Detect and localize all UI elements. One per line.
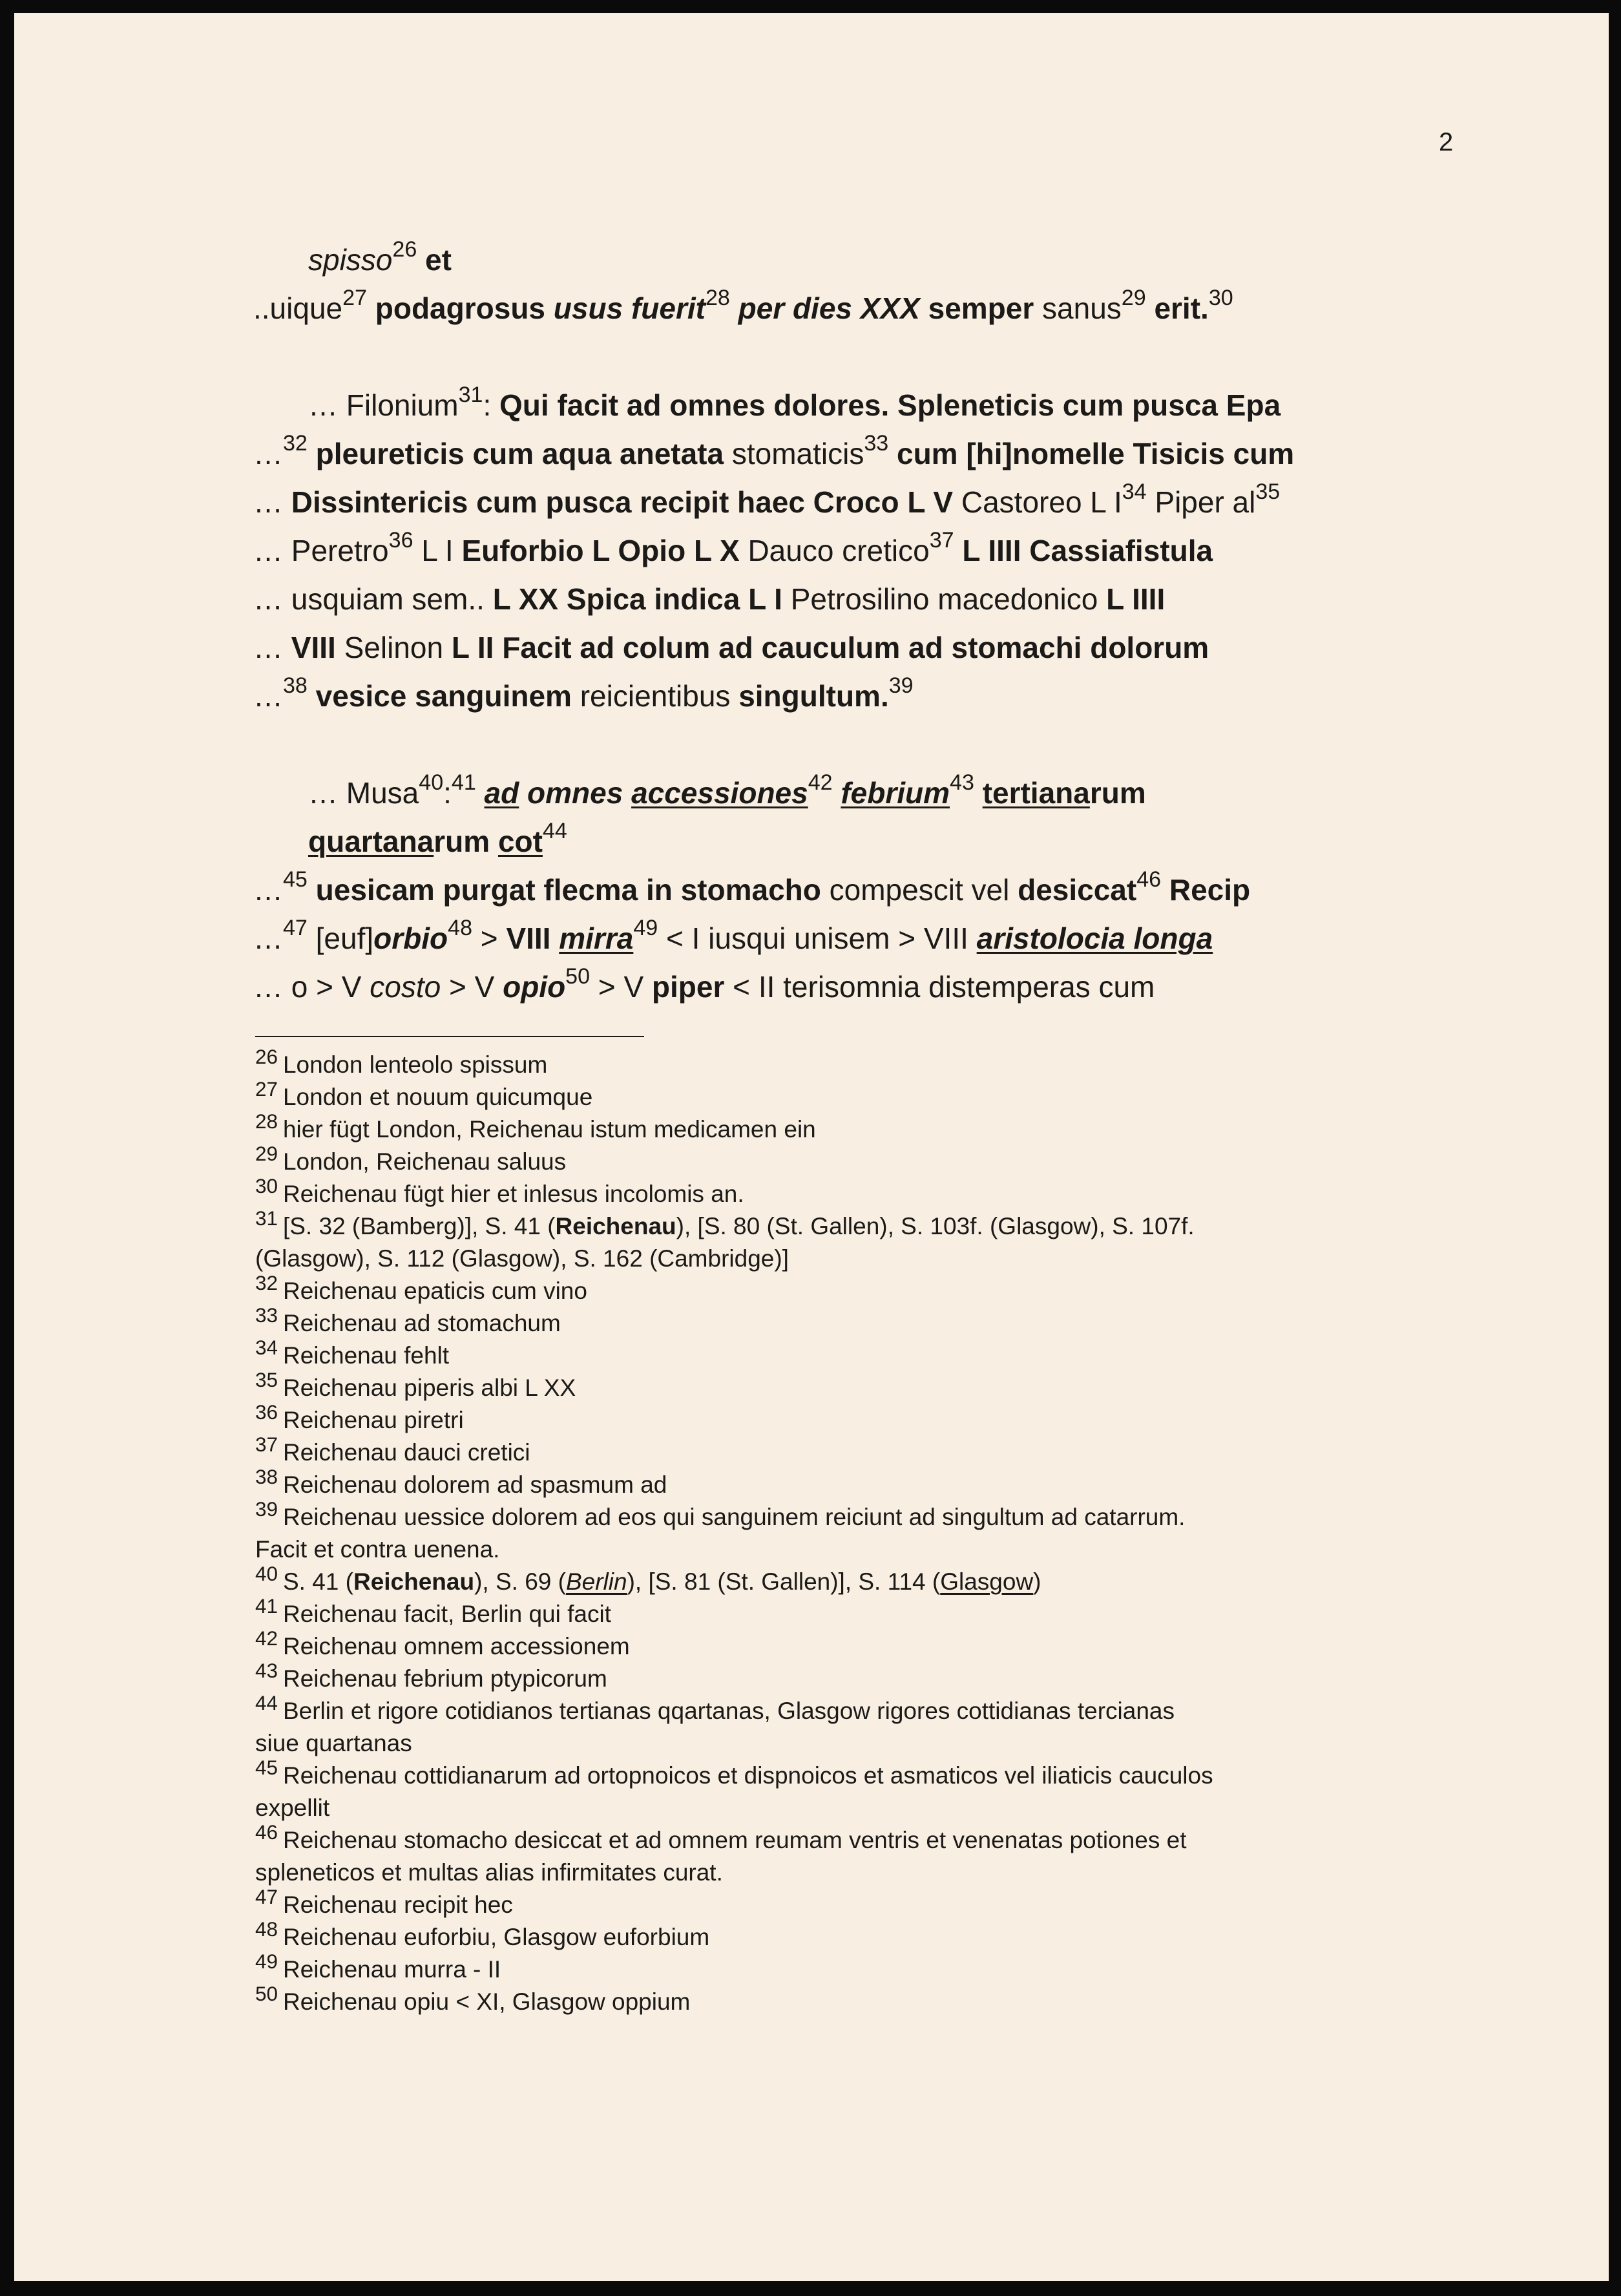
- footnote-number: 48: [255, 1917, 278, 1941]
- text-run: Reichenau: [555, 1213, 676, 1239]
- text-run: expellit: [255, 1795, 330, 1821]
- text-run: >: [472, 922, 507, 955]
- text-run: … usquiam sem..: [253, 582, 493, 616]
- footnote-number: 49: [255, 1950, 278, 1973]
- text-run: L I: [413, 534, 462, 567]
- text-run: L II Facit ad colum ad cauculum ad stomachi dolorum: [451, 631, 1209, 664]
- footnote-ref: 30: [1208, 285, 1233, 310]
- text-run: [974, 776, 983, 810]
- footnote-number: 50: [255, 1982, 278, 2005]
- footnote-number: 33: [255, 1303, 278, 1327]
- footnote-number: 35: [255, 1368, 278, 1391]
- footnote-number: 36: [255, 1400, 278, 1424]
- text-run: cot: [497, 825, 543, 858]
- footnote-ref: 44: [542, 818, 567, 843]
- text-run: rum: [1089, 776, 1146, 810]
- text-run: Castoreo L I: [953, 485, 1122, 519]
- text-run: … o > V: [253, 970, 370, 1004]
- footnote: [255, 1594, 1418, 1630]
- text-run: Reichenau dolorem ad spasmum ad: [282, 1471, 667, 1498]
- text-run: Dissintericis cum pusca recipit haec Croco L V: [291, 485, 954, 519]
- text-run: Reichenau: [353, 1568, 475, 1595]
- text-run: ad: [484, 776, 519, 810]
- text-run: [833, 776, 841, 810]
- footnote: [255, 1627, 1418, 1663]
- footnote-ref: 29: [1121, 285, 1146, 310]
- text-run: tertiana: [982, 776, 1090, 810]
- text-run: usus fuerit: [553, 291, 706, 325]
- text-run: quartana: [308, 825, 434, 858]
- text-run: [euf]: [307, 922, 374, 955]
- page: [14, 13, 1609, 2281]
- text-run: Qui facit ad omnes dolores. Spleneticis cum pusca Epa: [499, 388, 1281, 422]
- text-run: … Peretro: [253, 534, 389, 567]
- text-run: [1161, 873, 1169, 907]
- footnote-ref: 46: [1136, 867, 1162, 892]
- footnote-number: 32: [255, 1271, 278, 1294]
- text-run: Glasgow: [940, 1568, 1034, 1595]
- text-run: …: [253, 922, 283, 955]
- text-run: ..uique: [253, 291, 343, 325]
- text-run: VIII: [506, 922, 551, 955]
- footnote-number: 41: [255, 1594, 278, 1617]
- text-run: accessiones: [631, 776, 808, 810]
- footnote-continuation: [255, 1243, 1418, 1275]
- footnote: [255, 1045, 1418, 1081]
- text-run: piper: [651, 970, 725, 1004]
- text-run: L IIII: [1106, 582, 1166, 616]
- text-run: febrium: [841, 776, 950, 810]
- text-line: [253, 866, 1416, 914]
- footnote-ref: 37: [929, 527, 954, 553]
- text-run: [308, 679, 316, 713]
- text-run: London, Reichenau saluus: [282, 1148, 567, 1175]
- text-run: L XX Spica indica L I: [492, 582, 782, 616]
- text-line: [253, 381, 1416, 430]
- footnote-number: 26: [255, 1045, 278, 1068]
- text-run: …: [253, 631, 291, 664]
- text-run: Berlin et rigore cotidianos tertianas qqartanas, Glasgow rigores cottidianas tercianas: [282, 1698, 1175, 1724]
- text-run: Reichenau fügt hier et inlesus incolomis an.: [282, 1181, 744, 1207]
- text-run: [308, 437, 316, 470]
- footnote: [255, 1885, 1418, 1921]
- text-run: [888, 437, 897, 470]
- footnote-continuation: [255, 1792, 1418, 1824]
- text-run: costo: [370, 970, 441, 1004]
- text-run: Piper al: [1146, 485, 1256, 519]
- text-run: Reichenau omnem accessionem: [282, 1633, 630, 1659]
- text-run: [367, 291, 375, 325]
- text-run: …: [253, 679, 283, 713]
- text-run: :: [443, 776, 452, 810]
- footnote-number: 43: [255, 1659, 278, 1682]
- paragraph-gap: [253, 333, 1416, 381]
- text-run: aristolocia longa: [976, 922, 1213, 955]
- footnote-ref: 50: [565, 964, 591, 989]
- footnote-ref: 28: [705, 285, 730, 310]
- footnote-ref: 40: [419, 770, 444, 795]
- text-line: [253, 478, 1416, 527]
- text-run: [417, 243, 425, 277]
- footnote: [255, 1303, 1418, 1340]
- text-run: Reichenau murra - II: [282, 1956, 501, 1983]
- text-line: [253, 575, 1416, 624]
- text-run: desiccat: [1018, 873, 1137, 907]
- text-run: ), [S. 80 (St. Gallen), S. 103f. (Glasgow), S. 107f.: [676, 1213, 1195, 1239]
- text-run: Dauco cretico: [739, 534, 930, 567]
- text-run: < II terisomnia distemperas cum: [724, 970, 1155, 1004]
- text-run: …: [253, 485, 291, 519]
- text-run: VIII: [291, 631, 336, 664]
- text-line: [253, 769, 1416, 817]
- text-run: et: [425, 243, 452, 277]
- text-run: Reichenau epaticis cum vino: [282, 1278, 587, 1304]
- text-run: mirra: [559, 922, 634, 955]
- footnote-number: 47: [255, 1885, 278, 1908]
- footnote: [255, 1820, 1418, 1857]
- text-run: … Musa: [308, 776, 419, 810]
- text-line: [253, 914, 1416, 963]
- text-run: erit.: [1154, 291, 1209, 325]
- footnote-number: 28: [255, 1110, 278, 1133]
- footnote-continuation: [255, 1533, 1418, 1566]
- text-run: spleneticos et multas alias infirmitates curat.: [255, 1859, 723, 1886]
- footnote-ref: 26: [392, 237, 417, 262]
- footnote: [255, 1917, 1418, 1954]
- footnote: [255, 1077, 1418, 1113]
- footnote-number: 31: [255, 1206, 278, 1230]
- text-run: London et nouum quicumque: [282, 1084, 593, 1110]
- footnote-number: 34: [255, 1336, 278, 1359]
- text-run: [490, 825, 498, 858]
- text-run: Reichenau ad stomachum: [282, 1310, 561, 1336]
- footnote: [255, 1465, 1418, 1501]
- text-line: [253, 624, 1416, 672]
- text-run: compescit vel: [821, 873, 1018, 907]
- footnote-ref: 36: [388, 527, 413, 553]
- footnote: [255, 1206, 1418, 1243]
- text-run: Selinon: [335, 631, 452, 664]
- text-run: ), S. 69 (: [474, 1568, 566, 1595]
- footnote-ref: 42: [808, 770, 833, 795]
- text-run: [623, 776, 631, 810]
- text-line: [253, 963, 1416, 1011]
- footnote-number: 27: [255, 1077, 278, 1101]
- footnote-ref: 48: [448, 915, 472, 940]
- footnote-ref: 38: [283, 673, 308, 698]
- text-run: Reichenau piretri: [282, 1407, 464, 1433]
- text-run: :: [483, 388, 500, 422]
- text-run: …: [253, 873, 283, 907]
- text-run: > V: [590, 970, 652, 1004]
- footnote: [255, 1659, 1418, 1695]
- footnote-ref: 35: [1255, 479, 1281, 504]
- footnote-number: 44: [255, 1691, 278, 1714]
- text-line: [253, 430, 1416, 478]
- text-run: [1146, 291, 1155, 325]
- text-run: ), [S. 81 (St. Gallen)], S. 114 (: [627, 1568, 941, 1595]
- footnote: [255, 1400, 1418, 1437]
- text-run: Reichenau piperis albi L XX: [282, 1374, 576, 1401]
- footnote: [255, 1756, 1418, 1792]
- text-run: Reichenau cottidianarum ad ortopnoicos et dispnoicos et asmaticos vel iliaticis cauculos: [282, 1762, 1213, 1789]
- text-line: [253, 817, 1416, 866]
- footnote-ref: 27: [342, 285, 367, 310]
- footnote-number: 39: [255, 1497, 278, 1521]
- text-run: orbio: [373, 922, 448, 955]
- footnote-separator: [255, 1036, 644, 1037]
- footnote-ref: 45: [283, 867, 308, 892]
- text-run: podagrosus: [375, 291, 546, 325]
- text-run: spisso: [308, 243, 393, 277]
- text-run: Reichenau dauci cretici: [282, 1439, 530, 1466]
- footnote-number: 45: [255, 1756, 278, 1779]
- text-run: [476, 776, 485, 810]
- text-line: [253, 236, 1416, 284]
- text-run: stomaticis: [724, 437, 864, 470]
- footnote: [255, 1142, 1418, 1178]
- main-text: [253, 236, 1416, 1011]
- text-run: semper: [928, 291, 1034, 325]
- footnote: [255, 1336, 1418, 1372]
- footnote-ref: 31: [458, 382, 483, 407]
- footnote: [255, 1497, 1418, 1533]
- footnote-number: 42: [255, 1627, 278, 1650]
- text-run: [545, 291, 554, 325]
- footnote: [255, 1562, 1418, 1598]
- text-run: Facit et contra uenena.: [255, 1536, 500, 1563]
- text-run: [S. 32 (Bamberg)], S. 41 (: [282, 1213, 556, 1239]
- text-run: Petrosilino macedonico: [782, 582, 1107, 616]
- text-run: cum [hi]nomelle Tisicis cum: [897, 437, 1295, 470]
- footnote-ref: 41: [451, 770, 476, 795]
- text-run: < I iusqui unisem > VIII: [658, 922, 977, 955]
- footnote-ref: 34: [1122, 479, 1147, 504]
- text-run: Reichenau recipit hec: [282, 1891, 513, 1918]
- footnote-ref: 43: [950, 770, 974, 795]
- text-run: [730, 291, 738, 325]
- paragraph-gap: [253, 721, 1416, 769]
- text-run: Recip: [1169, 873, 1251, 907]
- page-number: 2: [1439, 128, 1454, 156]
- text-run: Reichenau uessice dolorem ad eos qui sanguinem reiciunt ad singultum ad catarrum.: [282, 1504, 1186, 1530]
- text-run: [550, 922, 559, 955]
- text-run: Berlin: [565, 1568, 627, 1595]
- footnote-ref: 33: [864, 430, 889, 456]
- text-run: reicientibus: [571, 679, 739, 713]
- footnote: [255, 1368, 1418, 1404]
- text-run: vesice sanguinem: [315, 679, 572, 713]
- text-run: Euforbio L Opio L X: [461, 534, 740, 567]
- text-run: Reichenau febrium ptypicorum: [282, 1665, 607, 1692]
- text-run: S. 41 (: [282, 1568, 353, 1595]
- text-run: hier fügt London, Reichenau istum medicamen ein: [282, 1116, 816, 1143]
- footnote: [255, 1271, 1418, 1307]
- footnote: [255, 1174, 1418, 1210]
- footnote: [255, 1433, 1418, 1469]
- text-run: [954, 534, 963, 567]
- text-run: sanus: [1034, 291, 1122, 325]
- text-run: Reichenau opiu < XI, Glasgow oppium: [282, 1988, 691, 2015]
- text-run: pleureticis cum aqua anetata: [315, 437, 724, 470]
- text-run: per dies XXX: [738, 291, 920, 325]
- footnote-number: 46: [255, 1820, 278, 1844]
- text-run: Reichenau facit, Berlin qui facit: [282, 1601, 611, 1627]
- text-line: [253, 527, 1416, 575]
- footnote-ref: 49: [633, 915, 658, 940]
- text-run: London lenteolo spissum: [282, 1051, 548, 1078]
- footnotes: [255, 1045, 1418, 2018]
- footnote-number: 30: [255, 1174, 278, 1197]
- text-run: …: [253, 437, 283, 470]
- text-run: opio: [503, 970, 566, 1004]
- text-run: Reichenau fehlt: [282, 1342, 450, 1369]
- footnote: [255, 1982, 1418, 2018]
- text-run: [920, 291, 928, 325]
- text-run: siue quartanas: [255, 1730, 412, 1756]
- footnote: [255, 1950, 1418, 1986]
- text-run: Reichenau euforbiu, Glasgow euforbium: [282, 1924, 710, 1950]
- footnote-ref: 39: [888, 673, 914, 698]
- text-line: [253, 284, 1416, 333]
- text-run: singultum.: [738, 679, 889, 713]
- text-run: omnes: [527, 776, 623, 810]
- text-run: L IIII Cassiafistula: [962, 534, 1213, 567]
- text-run: > V: [441, 970, 503, 1004]
- text-run: ): [1033, 1568, 1041, 1595]
- footnote-number: 38: [255, 1465, 278, 1488]
- footnote: [255, 1691, 1418, 1727]
- text-run: [519, 776, 527, 810]
- footnote-continuation: [255, 1857, 1418, 1889]
- footnote: [255, 1110, 1418, 1146]
- text-line: [253, 672, 1416, 721]
- footnote-continuation: [255, 1727, 1418, 1760]
- text-run: … Filonium: [308, 388, 459, 422]
- footnote-number: 40: [255, 1562, 278, 1585]
- text-run: rum: [434, 825, 490, 858]
- footnote-ref: 32: [283, 430, 308, 456]
- footnote-ref: 47: [283, 915, 308, 940]
- text-run: (Glasgow), S. 112 (Glasgow), S. 162 (Cambridge)]: [255, 1245, 789, 1272]
- text-run: uesicam purgat flecma in stomacho: [315, 873, 821, 907]
- text-run: Reichenau stomacho desiccat et ad omnem reumam ventris et venenatas potiones et: [282, 1827, 1187, 1853]
- footnote-number: 29: [255, 1142, 278, 1165]
- text-run: [308, 873, 316, 907]
- footnote-number: 37: [255, 1433, 278, 1456]
